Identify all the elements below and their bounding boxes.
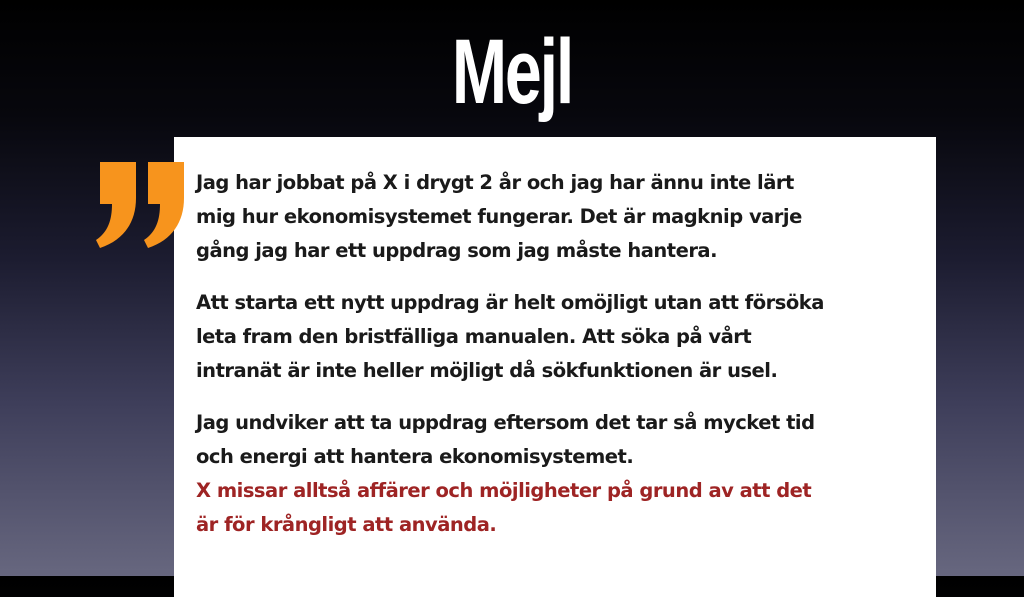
quote-text [196,166,926,560]
quote-line: mig hur ekonomisystemet fungerar. Det är magknip varje [196,205,802,228]
closing-quote-icon [92,160,192,250]
quote-line: och energi att hantera ekonomisystemet. [196,445,634,468]
quote-line: Jag har jobbat på X i drygt 2 år och jag har ännu inte lärt [196,171,794,194]
quote-highlight-line: X missar alltså affärer och möjligheter på grund av att det [196,479,812,502]
quote-paragraph-1 [196,166,926,268]
quote-paragraph-3 [196,406,926,542]
quote-line: intranät är inte heller möjligt då sökfunktionen är usel. [196,359,778,382]
quote-highlight-line: är för krångligt att använda. [196,513,497,536]
quote-paragraph-2 [196,286,926,388]
quote-line: Att starta ett nytt uppdrag är helt omöjligt utan att försöka [196,291,824,314]
quote-line: Jag undviker att ta uppdrag eftersom det tar så mycket tid [196,411,815,434]
quote-line: leta fram den bristfälliga manualen. Att söka på vårt [196,325,752,348]
slide-title: Mejl [451,21,573,123]
quote-line: gång jag har ett uppdrag som jag måste hantera. [196,239,717,262]
